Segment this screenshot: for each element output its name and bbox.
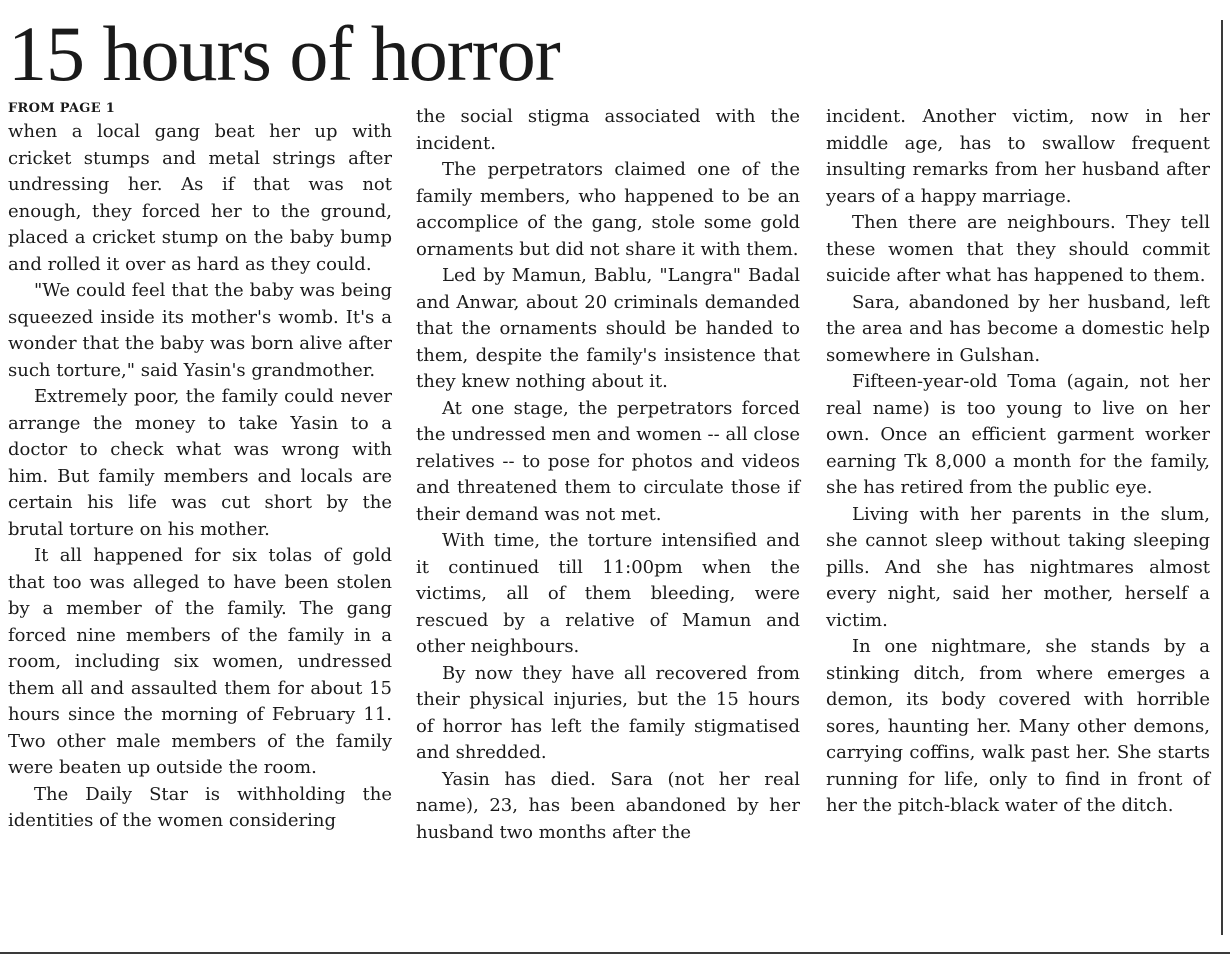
right-column-rule [1221, 20, 1223, 935]
paragraph: By now they have all recovered from their physical injuries, but the 15 hours of horror has left the family stigmatised and shredded. [416, 662, 800, 763]
article-column-1 [8, 100, 392, 835]
paragraph: The perpetrators claimed one of the family members, who happened to be an accomplice of the gang, stole some gold ornaments but did not share it with them. [416, 159, 800, 260]
paragraph: the social stigma associated with the incident. [416, 106, 800, 154]
paragraph: Fifteen-year-old Toma (again, not her real name) is too young to live on her own. Once an efficient garment worker earning Tk 8,000 a month for the family, she has retired from the public eye. [826, 371, 1210, 498]
article-column-3 [826, 104, 1210, 820]
paragraph: With time, the torture intensified and it continued till 11:00pm when the victims, all of them bleeding, were rescued by a relative of Mamun and other neighbours. [416, 530, 800, 657]
headline: 15 hours of horror [8, 10, 560, 97]
bottom-rule [0, 952, 1230, 954]
paragraph: Led by Mamun, Bablu, "Langra" Badal and Anwar, about 20 criminals demanded that the ornaments should be handed to them, despite the family's insistence that they knew nothing about it. [416, 265, 800, 392]
paragraph: Yasin has died. Sara (not her real name), 23, has been abandoned by her husband two months after the [416, 768, 800, 843]
paragraph: Sara, abandoned by her husband, left the area and has become a domestic help somewhere in Gulshan. [826, 291, 1210, 366]
paragraph: In one nightmare, she stands by a stinking ditch, from where emerges a demon, its body covered with horrible sores, haunting her. Many other demons, carrying coffins, walk past her. She starts running for life, only to find in front of her the pitch-black water of the ditch. [826, 636, 1210, 816]
article-column-2 [416, 104, 800, 846]
continuation-kicker: FROM PAGE 1 [8, 101, 116, 116]
paragraph: Extremely poor, the family could never arrange the money to take Yasin to a doctor to check what was wrong with him. But family members and locals are certain his life was cut short by the brutal torture on his mother. [8, 386, 392, 540]
paragraph: It all happened for six tolas of gold that too was alleged to have been stolen by a member of the family. The gang forced nine members of the family in a room, including six women, undressed them all and assaulted them for about 15 hours since the morning of February 11. Two other male members of the family were beaten up outside the room. [8, 545, 392, 778]
paragraph: Living with her parents in the slum, she cannot sleep without taking sleeping pills. And she has nightmares almost every night, said her mother, herself a victim. [826, 503, 1210, 631]
paragraph: At one stage, the perpetrators forced the undressed men and women -- all close relatives -- to pose for photos and videos and threatened them to circulate those if their demand was not met. [416, 397, 800, 525]
paragraph: The Daily Star is withholding the identities of the women considering [8, 783, 392, 831]
paragraph: incident. Another victim, now in her middle age, has to swallow frequent insulting remarks from her husband after years of a happy marriage. [826, 106, 1210, 207]
paragraph: "We could feel that the baby was being squeezed inside its mother's womb. It's a wonder that the baby was born alive after such torture," said Yasin's grandmother. [8, 280, 392, 381]
paragraph: Then there are neighbours. They tell these women that they should commit suicide after what has happened to them. [826, 212, 1210, 286]
paragraph: when a local gang beat her up with cricket stumps and metal strings after undressing her. As if that was not enough, they forced her to the ground, placed a cricket stump on the baby bump and rolled it over as hard as they could. [8, 121, 392, 275]
